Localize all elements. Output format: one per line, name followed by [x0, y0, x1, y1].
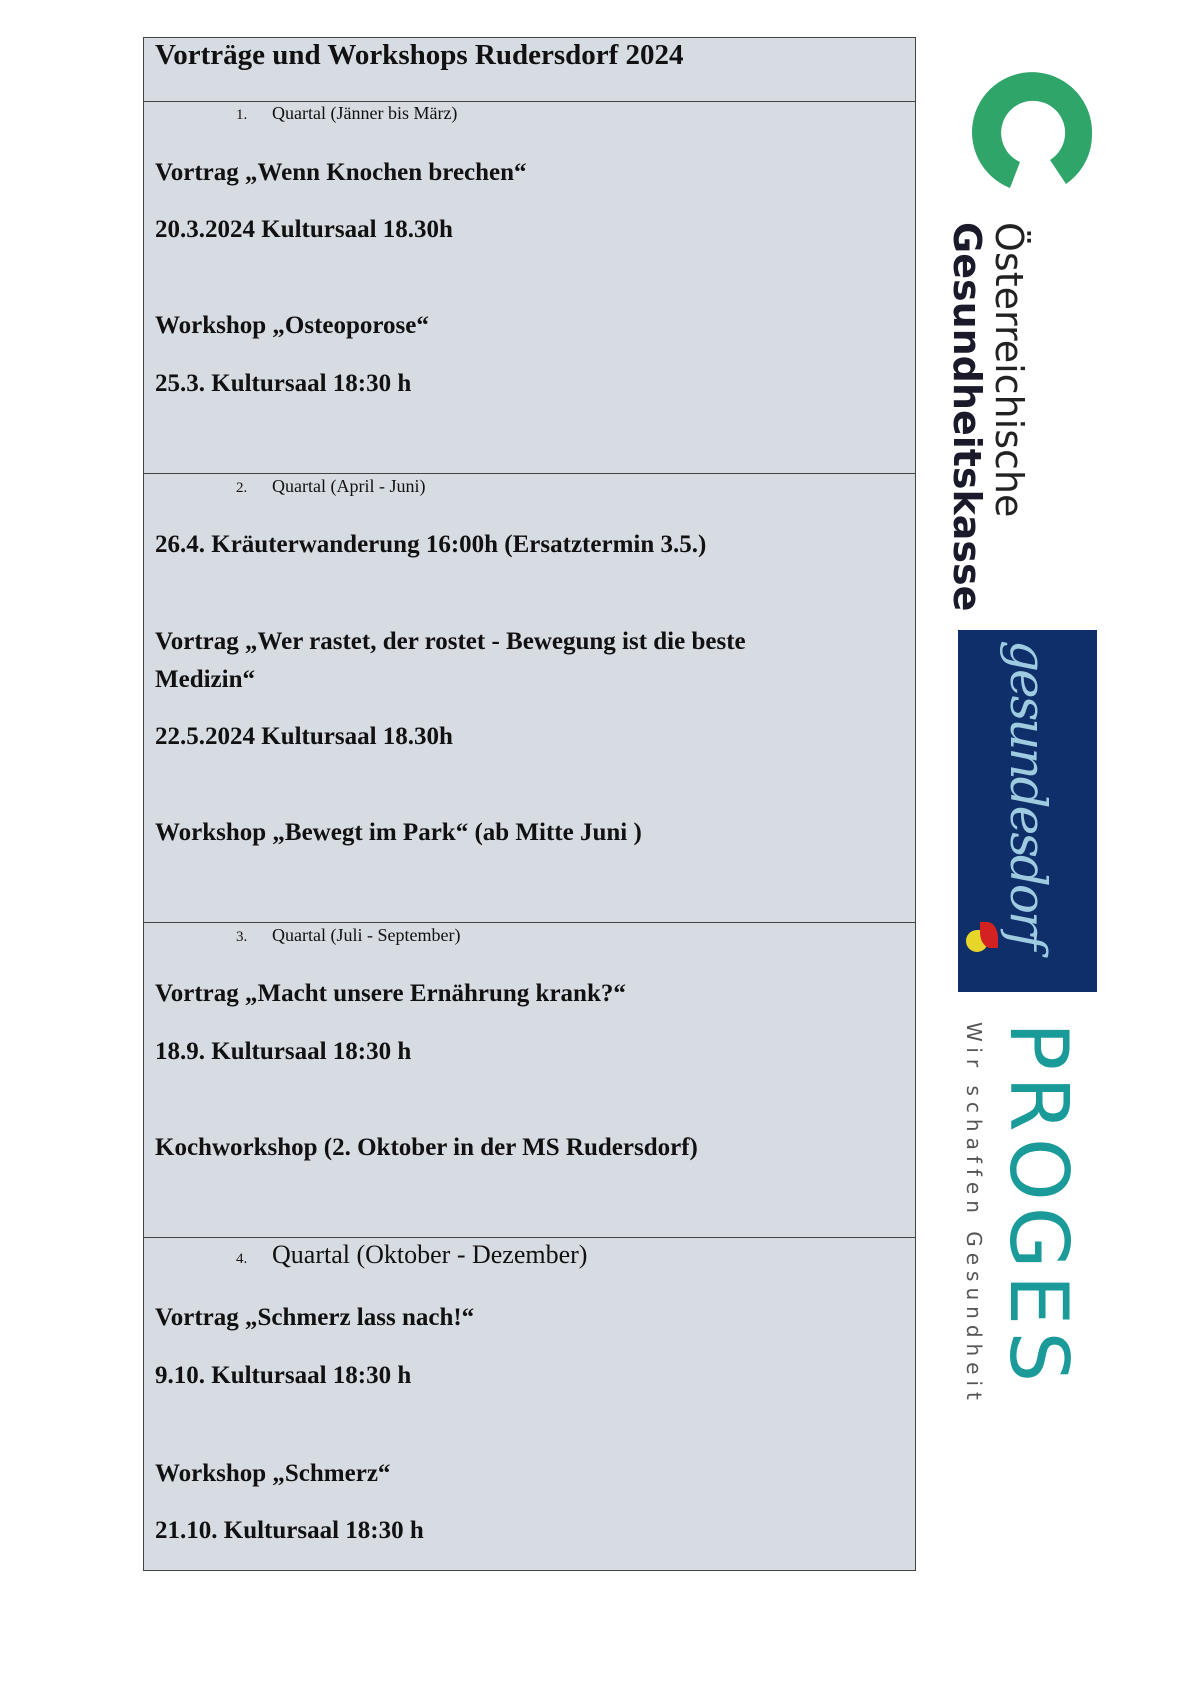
quarter-number: 4. — [236, 1251, 248, 1267]
page-title: Vorträge und Workshops Rudersdorf 2024 — [155, 39, 684, 71]
leaf-icon — [980, 922, 998, 948]
gesundesdorf-logo — [958, 630, 1097, 992]
oegk-line-2: Gesundheitskasse — [945, 222, 989, 612]
event-line: Vortrag „Macht unsere Ernährung krank?“ — [155, 980, 626, 1007]
event-line: Workshop „Bewegt im Park“ (ab Mitte Juni ) — [155, 819, 642, 846]
quarter-3-section — [143, 922, 916, 1238]
event-line: 18.9. Kultursaal 18:30 h — [155, 1038, 412, 1065]
gesundesdorf-text: gesundesdorf — [999, 640, 1057, 948]
event-line: 25.3. Kultursaal 18:30 h — [155, 370, 412, 397]
proges-tagline: Wir schaffen Gesundheit — [962, 1022, 986, 1406]
event-line: 9.10. Kultursaal 18:30 h — [155, 1362, 412, 1389]
event-line: 22.5.2024 Kultursaal 18.30h — [155, 723, 453, 750]
event-line: 20.3.2024 Kultursaal 18.30h — [155, 216, 453, 243]
event-line: 21.10. Kultursaal 18:30 h — [155, 1517, 424, 1544]
quarter-label: Quartal (Jänner bis März) — [272, 103, 458, 123]
proges-logo — [960, 1022, 1090, 1497]
oegk-logo-text — [945, 222, 1075, 612]
proges-text: PROGES — [992, 1022, 1085, 1389]
event-line: Vortrag „Schmerz lass nach!“ — [155, 1304, 475, 1331]
event-line: Kochworkshop (2. Oktober in der MS Rudersdorf) — [155, 1134, 698, 1161]
event-line: Medizin“ — [155, 666, 255, 693]
oegk-logo-icon — [962, 62, 1102, 202]
event-line: 26.4. Kräuterwanderung 16:00h (Ersatztermin 3.5.) — [155, 531, 707, 558]
quarter-number: 1. — [236, 107, 248, 123]
event-line: Workshop „Osteoporose“ — [155, 312, 429, 339]
quarter-1-section — [143, 101, 916, 474]
quarter-number: 3. — [236, 929, 248, 945]
quarter-label: Quartal (April - Juni) — [272, 476, 426, 496]
event-line: Vortrag „Wer rastet, der rostet - Bewegung ist die beste — [155, 628, 746, 655]
quarter-label: Quartal (Oktober - Dezember) — [272, 1240, 588, 1269]
event-line: Vortrag „Wenn Knochen brechen“ — [155, 159, 527, 186]
oegk-line-1: Österreichische — [987, 222, 1031, 518]
quarter-number: 2. — [236, 480, 248, 496]
quarter-label: Quartal (Juli - September) — [272, 925, 461, 945]
event-line: Workshop „Schmerz“ — [155, 1460, 391, 1487]
